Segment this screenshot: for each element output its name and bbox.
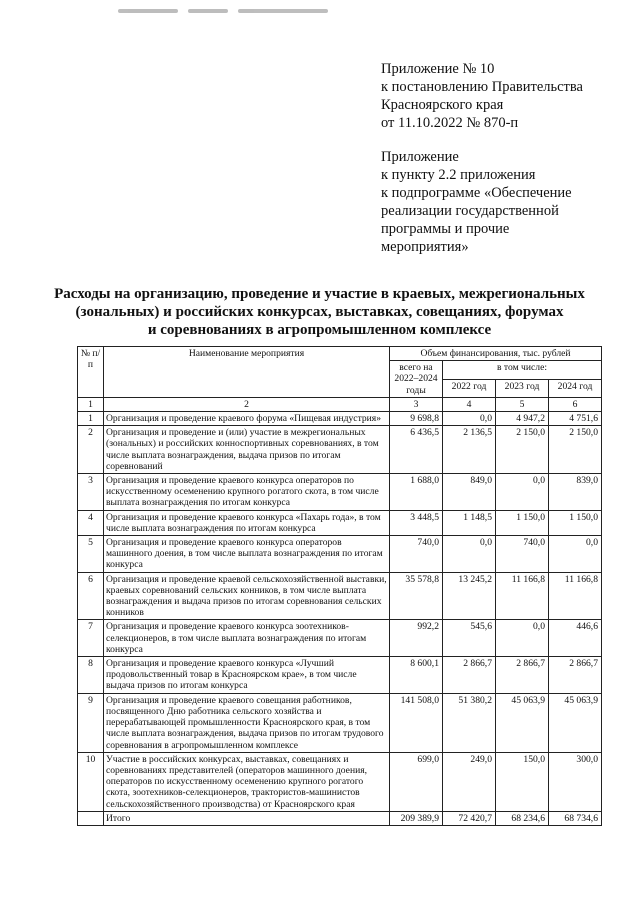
title-line: (зональных) и российских конкурсах, выставках, совещаниях, форумах	[75, 304, 564, 320]
scan-artifact	[118, 0, 378, 6]
value-2022: 0,0	[443, 412, 496, 426]
event-name: Организация и проведение краевого конкурса операторов машинного доения, в том числе выплата вознаграждения по итогам конкурса	[104, 536, 390, 573]
appendix-line: программы и прочие	[381, 221, 510, 237]
appendix-line: мероприятия»	[381, 239, 469, 255]
total-value: 35 578,8	[390, 572, 443, 620]
value-2023: 1 150,0	[496, 510, 549, 535]
column-number-row	[78, 397, 602, 411]
table-row	[78, 693, 602, 752]
appendix-main-header	[381, 60, 631, 132]
appendix-line: к подпрограмме «Обеспечение	[381, 185, 572, 201]
value-2024: 4 751,6	[549, 412, 602, 426]
appendix-line: от 11.10.2022 № 870-п	[381, 115, 519, 131]
value-2023: 68 234,6	[496, 811, 549, 825]
appendix-line: Приложение	[381, 149, 459, 165]
row-number: 6	[78, 572, 104, 620]
appendix-sub-header	[381, 148, 631, 256]
column-number: 2	[104, 397, 390, 411]
column-number: 4	[443, 397, 496, 411]
value-2024: 839,0	[549, 474, 602, 511]
header-including: в том числе:	[443, 361, 602, 379]
row-number: 5	[78, 536, 104, 573]
total-value: 3 448,5	[390, 510, 443, 535]
row-number: 8	[78, 657, 104, 694]
value-2022: 249,0	[443, 752, 496, 811]
value-2024: 11 166,8	[549, 572, 602, 620]
row-number: 2	[78, 426, 104, 474]
row-number: 1	[78, 412, 104, 426]
event-name: Организация и проведение краевого форума «Пищевая индустрия»	[104, 412, 390, 426]
row-number: 4	[78, 510, 104, 535]
appendix-line: Красноярского края	[381, 97, 504, 113]
title-line: Расходы на организацию, проведение и участие в краевых, межрегиональных	[54, 286, 585, 302]
value-2024: 2 866,7	[549, 657, 602, 694]
value-2024: 2 150,0	[549, 426, 602, 474]
value-2022: 1 148,5	[443, 510, 496, 535]
value-2022: 2 136,5	[443, 426, 496, 474]
event-name: Организация и проведение краевого конкурса зоотехников-селекционеров, в том числе выплата вознаграждения по итогам конкурса	[104, 620, 390, 657]
value-2024: 446,6	[549, 620, 602, 657]
header-row	[78, 347, 602, 361]
value-2023: 740,0	[496, 536, 549, 573]
value-2023: 11 166,8	[496, 572, 549, 620]
row-number: 9	[78, 693, 104, 752]
column-number: 6	[549, 397, 602, 411]
event-name: Участие в российских конкурсах, выставках, совещаниях и соревнованиях представителей (операторов машинного доения, операторов по искусственному осеменению крупного рогатого скота, зоотехников-селекционеров, трактористов-машинистов сельскохозяйственного производства) от Красноярского края	[104, 752, 390, 811]
table-row	[78, 412, 602, 426]
total-value: 740,0	[390, 536, 443, 573]
value-2022: 51 380,2	[443, 693, 496, 752]
value-2023: 150,0	[496, 752, 549, 811]
table-row	[78, 474, 602, 511]
event-name: Организация и проведение краевого конкурса «Лучший продовольственный товар в Красноярском крае», в том числе выдача призов по итогам конкурса	[104, 657, 390, 694]
value-2022: 72 420,7	[443, 811, 496, 825]
value-2024: 300,0	[549, 752, 602, 811]
total-value: 9 698,8	[390, 412, 443, 426]
total-value: 141 508,0	[390, 693, 443, 752]
appendix-line: реализации государственной	[381, 203, 559, 219]
value-2023: 0,0	[496, 620, 549, 657]
table-row	[78, 426, 602, 474]
table-row	[78, 572, 602, 620]
header-total: всего на 2022–2024 годы	[390, 361, 443, 398]
total-label: Итого	[104, 811, 390, 825]
header-funding: Объем финансирования, тыс. рублей	[390, 347, 602, 361]
row-number: 7	[78, 620, 104, 657]
value-2023: 2 150,0	[496, 426, 549, 474]
total-value: 992,2	[390, 620, 443, 657]
value-2022: 0,0	[443, 536, 496, 573]
header-2023: 2023 год	[496, 379, 549, 397]
row-number	[78, 811, 104, 825]
column-number: 3	[390, 397, 443, 411]
total-value: 1 688,0	[390, 474, 443, 511]
event-name: Организация и проведение краевого конкурса операторов по искусственному осеменению крупного рогатого скота, в том числе выплата вознаграждения по итогам конкурса	[104, 474, 390, 511]
table-row	[78, 657, 602, 694]
value-2024: 45 063,9	[549, 693, 602, 752]
value-2022: 13 245,2	[443, 572, 496, 620]
value-2022: 849,0	[443, 474, 496, 511]
total-value: 8 600,1	[390, 657, 443, 694]
total-value: 209 389,9	[390, 811, 443, 825]
event-name: Организация и проведение краевой сельскохозяйственной выставки, краевых соревнований сельских конников, в том числе выплата вознаграждения и выдача призов по итогам соревнования сельских конников	[104, 572, 390, 620]
expenses-table	[77, 346, 602, 826]
event-name: Организация и проведение и (или) участие в межрегиональных (зональных) и российских конноспортивных соревнованиях, в том числе выплата вознаграждения, выдача призов по итогам соревнований	[104, 426, 390, 474]
document-title	[40, 285, 599, 339]
appendix-line: Приложение № 10	[381, 61, 495, 77]
header-name: Наименование мероприятия	[104, 347, 390, 398]
value-2022: 2 866,7	[443, 657, 496, 694]
value-2023: 0,0	[496, 474, 549, 511]
event-name: Организация и проведение краевого конкурса «Пахарь года», в том числе выплата вознаграждения по итогам конкурса	[104, 510, 390, 535]
header-2024: 2024 год	[549, 379, 602, 397]
total-value: 6 436,5	[390, 426, 443, 474]
event-name: Организация и проведение краевого совещания работников, посвященного Дню работника сельского хозяйства и перерабатывающей промышленности Красноярского края, в том числе выплата вознаграждения, выдача призов по итогам трудового соревнования в агропромышленном комплексе	[104, 693, 390, 752]
header-num: № п/п	[78, 347, 104, 398]
value-2024: 1 150,0	[549, 510, 602, 535]
value-2022: 545,6	[443, 620, 496, 657]
table-row	[78, 536, 602, 573]
total-row	[78, 811, 602, 825]
value-2023: 45 063,9	[496, 693, 549, 752]
table-row	[78, 752, 602, 811]
value-2024: 0,0	[549, 536, 602, 573]
row-number: 10	[78, 752, 104, 811]
column-number: 1	[78, 397, 104, 411]
title-line: и соревнованиях в агропромышленном комплексе	[147, 322, 492, 338]
column-number: 5	[496, 397, 549, 411]
value-2023: 2 866,7	[496, 657, 549, 694]
header-2022: 2022 год	[443, 379, 496, 397]
table-row	[78, 620, 602, 657]
value-2024: 68 734,6	[549, 811, 602, 825]
appendix-line: к постановлению Правительства	[381, 79, 583, 95]
appendix-line: к пункту 2.2 приложения	[381, 167, 536, 183]
total-value: 699,0	[390, 752, 443, 811]
table-row	[78, 510, 602, 535]
value-2023: 4 947,2	[496, 412, 549, 426]
row-number: 3	[78, 474, 104, 511]
